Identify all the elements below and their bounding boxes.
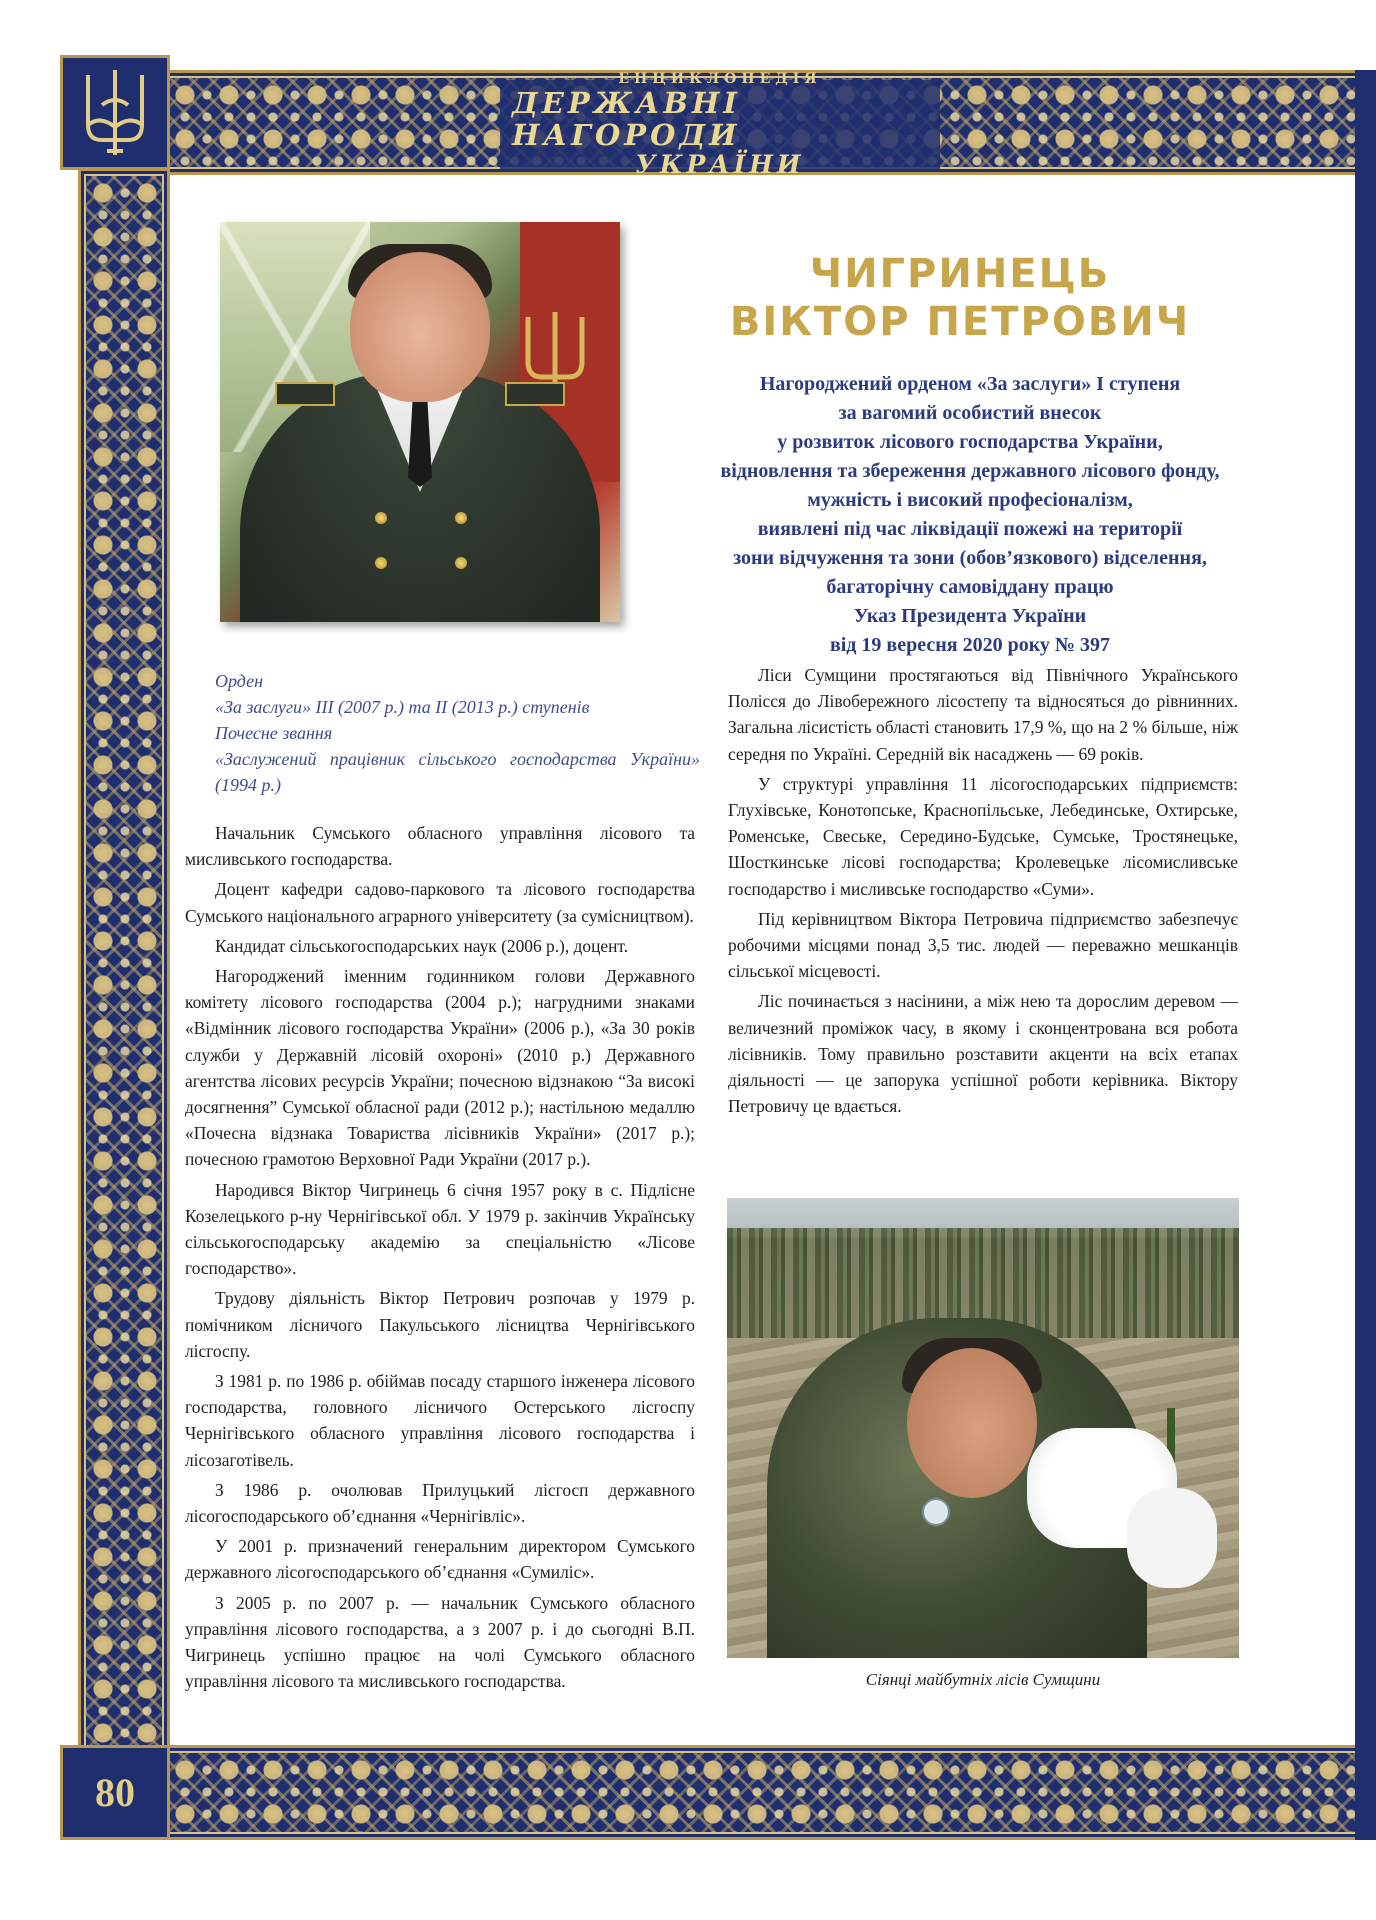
paragraph: У структурі управління 11 лісогосподарських підприємств: Глухівське, Конотопське, Краснопільське, Лебединське, Охтирське, Роменське, Свеське, Середино-Будське, Сумське, Тростянецьке, Шосткинське лісові господарства; Кролевецьке лісомисливське господарство і мисливське господарство «Суми». xyxy=(728,773,1238,899)
paragraph: Ліси Сумщини простягаються від Північного Українського Полісся до Лівобережного лісостепу та відносяться до рівнинних. Загальна лісистість області становить 17,9 %, що на 2 % більше, ніж середня по Україні. Середній вік насаджень — 69 років. xyxy=(728,665,1238,764)
paragraph: Трудову діяльність Віктор Петрович розпочав у 1979 р. помічником лісничого Пакульського лісництва Чернігівського лісгоспу. xyxy=(185,1288,695,1361)
paragraph: Доцент кафедри садово-паркового та лісового господарства Сумського національного аграрного університету (за сумісництвом). xyxy=(185,879,695,926)
award-statement xyxy=(660,370,1280,660)
encyclopedia-header xyxy=(500,71,940,179)
award-line: від 19 вересня 2020 року № 397 xyxy=(829,634,1111,656)
award-line: виявлені під час ліквідації пожежі на території xyxy=(757,518,1183,540)
orders-line: «За заслуги» III (2007 р.) та II (2013 р.) ступенів xyxy=(215,697,590,717)
seedlings-photo xyxy=(727,1198,1239,1658)
right-border-strip xyxy=(1355,70,1376,1840)
award-line: за вагомий особистий внесок xyxy=(838,402,1102,424)
page-number: 80 xyxy=(95,1770,135,1815)
paragraph: Начальник Сумського обласного управління лісового та мисливського господарства. xyxy=(185,823,695,870)
header-line-2: ДЕРЖАВНІ НАГОРОДИ xyxy=(512,86,741,152)
name-given: ВІКТОР ПЕТРОВИЧ xyxy=(729,299,1191,345)
award-line: мужність і високий професіоналізм, xyxy=(807,489,1133,511)
bottom-ornament-border xyxy=(160,1745,1376,1840)
paragraph: У 2001 р. призначений генеральним директором Сумського державного лісогосподарського об’єднання «Сумиліс». xyxy=(185,1536,695,1583)
orders-line: «Заслужений працівник сільського господарства України» (1994 р.) xyxy=(215,749,700,795)
coat-of-arms-emblem xyxy=(60,55,170,170)
paragraph: З 2005 р. по 2007 р. — начальник Сумського обласного управління лісового господарства, а з 2007 р. і до сьогодні В.П. Чигринець успішно працює на чолі Сумського обласного управління лісового та мисливського господарства. xyxy=(185,1592,695,1692)
paragraph: З 1981 р. по 1986 р. обіймав посаду старшого інженера лісового господарства, головного лісничого Остерського лісгоспу Чернігівського обласного управління лісового господарства і лісозаготівель. xyxy=(185,1371,695,1470)
award-line: зони відчуження та зони (обов’язкового) відселення, xyxy=(733,547,1207,569)
left-ornament-border xyxy=(78,168,170,1753)
name-surname: ЧИГРИНЕЦЬ xyxy=(809,251,1111,297)
tryzub-icon xyxy=(80,65,150,160)
paragraph: Під керівництвом Віктора Петровича підприємство забезпечує робочими місцями понад 3,5 тис. людей — переважно мешканців сільської місцевості. xyxy=(728,908,1238,982)
orders-line: Почесне звання xyxy=(215,723,333,743)
award-line: багаторічну самовіддану працю xyxy=(826,576,1114,598)
orders-line: Орден xyxy=(215,671,264,691)
paragraph: Нагороджений іменним годинником голови Державного комітету лісового господарства (2004 р.); нагрудними знаками «Відмінник лісового господарства України» (2006 р.), «За 30 років служби у Державній лісовій охороні» (2010 р.) Державного агентства лісових ресурсів України; почесною відзнакою “За високі досягнення” Сумської обласної ради (2012 р.); настільною медаллю «Почесна відзнака Товариства лісівників України» (2017 р.); почесною грамотою Верховної Ради України (2017 р.). xyxy=(185,966,695,1170)
photo-caption: Сіянці майбутніх лісів Сумщини xyxy=(865,1670,1101,1689)
biography-column xyxy=(185,820,695,1699)
header-line-1: ЕНЦИКЛОПЕДІЯ xyxy=(618,71,822,87)
header-line-3: УКРАЇНИ xyxy=(635,150,805,179)
paragraph: З 1986 р. очолював Прилуцький лісгосп державного лісогосподарського об’єднання «Чернігівліс». xyxy=(185,1479,695,1527)
page-number-box xyxy=(60,1745,170,1840)
paragraph: Народився Віктор Чигринець 6 січня 1957 року в с. Підлісне Козелецького р-ну Чернігівської обл. У 1979 р. закінчив Українську сільськогосподарську академію за спеціальністю «Лісове господарство». xyxy=(185,1179,695,1279)
paragraph: Ліс починається з насінини, а між нею та дорослим деревом — величезний проміжок часу, в якому і сконцентрована вся робота лісівників. Тому правильно розставити акценти на всіх етапах діяльності — це запорука успішної роботи керівника. Віктору Петровичу це вдається. xyxy=(728,991,1238,1117)
portrait-photo xyxy=(220,222,620,622)
forests-column xyxy=(728,662,1238,1123)
person-name xyxy=(700,250,1220,346)
award-line: Указ Президента України xyxy=(853,605,1087,627)
award-line: Нагороджений орденом «За заслуги» I ступеня xyxy=(759,373,1181,395)
paragraph: Кандидат сільськогосподарських наук (2006 р.), доцент. xyxy=(215,935,629,956)
award-line: відновлення та збереження державного лісового фонду, xyxy=(720,460,1220,482)
orders-list xyxy=(215,668,700,798)
award-line: у розвиток лісового господарства України, xyxy=(777,431,1163,453)
